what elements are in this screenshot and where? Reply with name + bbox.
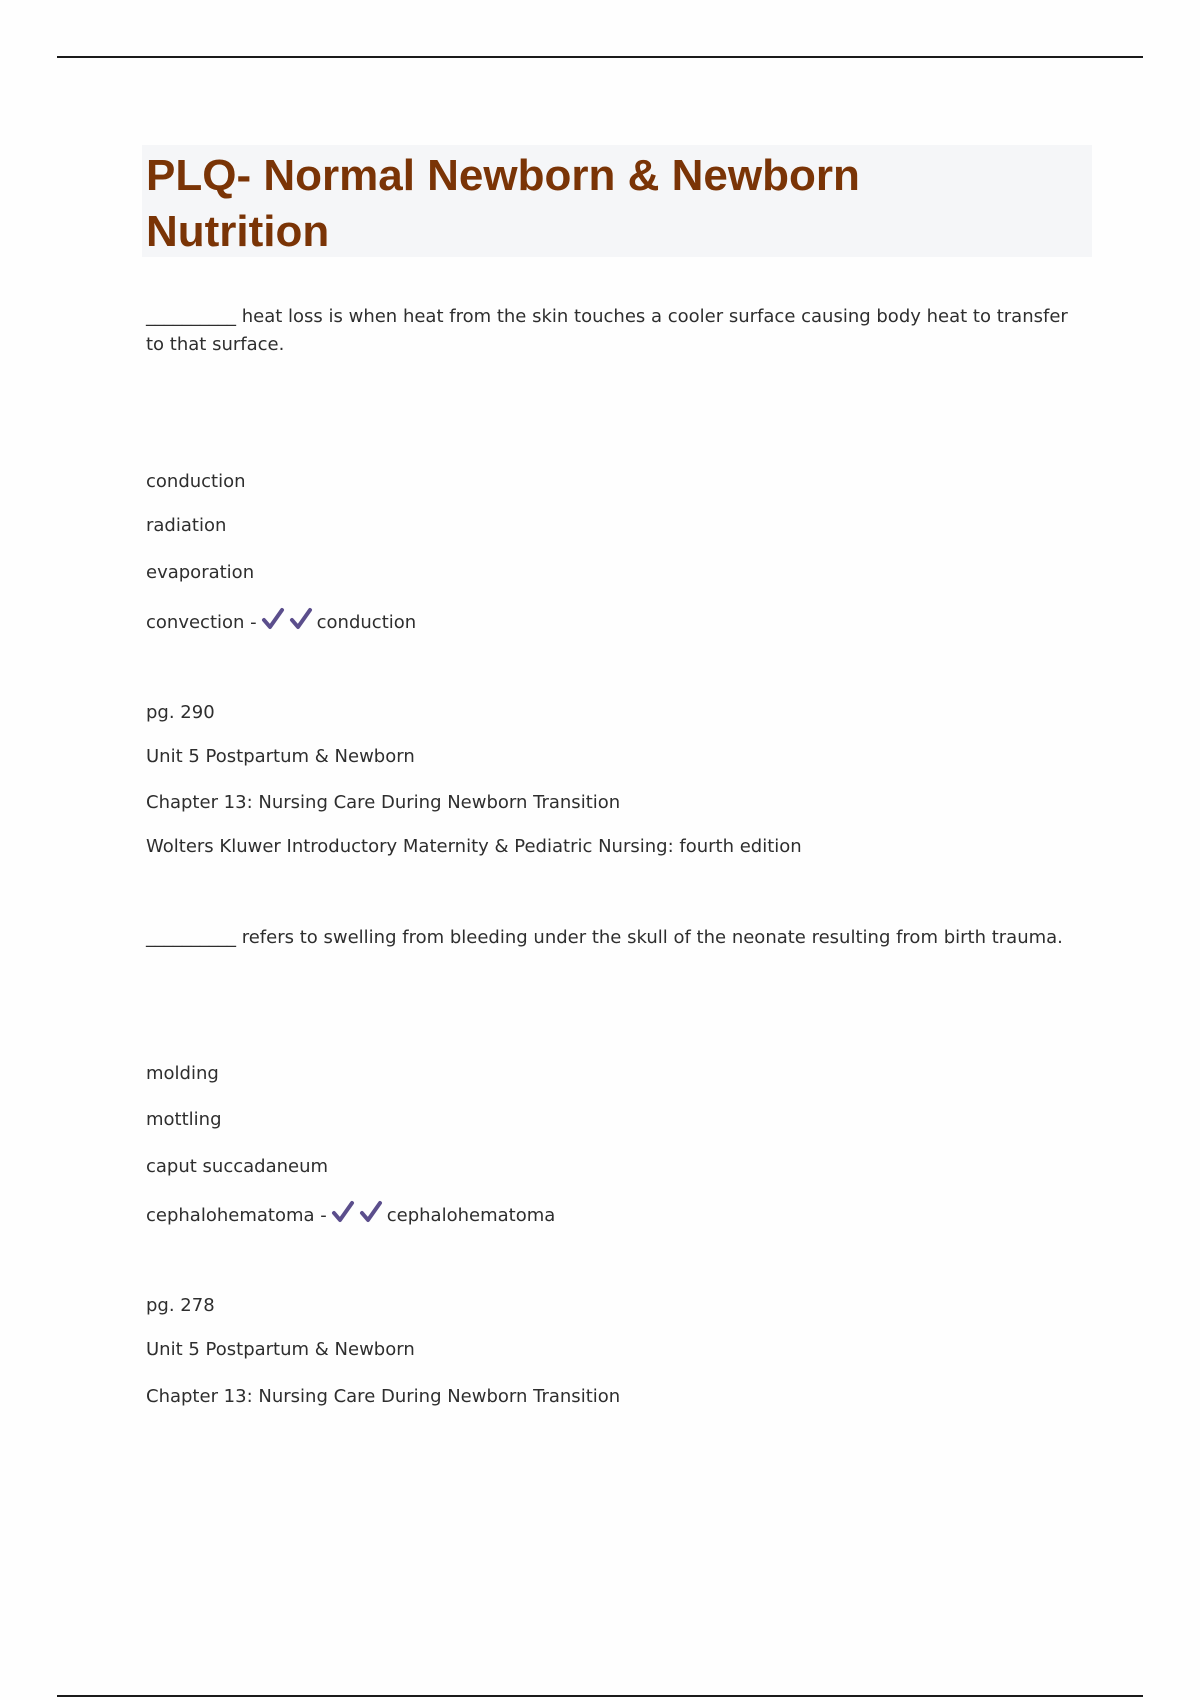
check-icon — [359, 1200, 383, 1224]
question-1-option: conduction — [146, 471, 246, 492]
page-title: PLQ- Normal Newborn & Newborn Nutrition — [146, 151, 860, 256]
question-2-reference: Unit 5 Postpartum & Newborn — [146, 1339, 415, 1360]
question-2-answer: cephalohematoma — [386, 1205, 556, 1226]
question-2-answer-line — [146, 1200, 555, 1230]
question-1-option: evaporation — [146, 562, 255, 583]
header-rule — [57, 56, 1143, 58]
question-1-option: radiation — [146, 515, 227, 536]
question-1-answer-line — [146, 607, 416, 637]
question-2-option: mottling — [146, 1109, 222, 1130]
question-2-reference: Chapter 13: Nursing Care During Newborn Transition — [146, 1386, 621, 1407]
footer-rule — [57, 1695, 1143, 1697]
question-2-option: molding — [146, 1063, 219, 1084]
question-2-prompt: __________ refers to swelling from bleeding under the skull of the neonate resulting from birth trauma. — [146, 927, 1063, 948]
check-icon — [331, 1200, 355, 1224]
question-2-reference: pg. 278 — [146, 1295, 215, 1316]
question-2-option: cephalohematoma - — [146, 1205, 327, 1226]
check-icon — [261, 607, 285, 631]
question-1-reference: pg. 290 — [146, 702, 215, 723]
question-1-answer: conduction — [316, 612, 417, 633]
question-1-reference: Unit 5 Postpartum & Newborn — [146, 746, 415, 767]
check-icon — [289, 607, 313, 631]
question-2-option: caput succadaneum — [146, 1156, 329, 1177]
question-1-reference: Wolters Kluwer Introductory Maternity & Pediatric Nursing: fourth edition — [146, 836, 802, 857]
question-1-prompt: __________ heat loss is when heat from the skin touches a cooler surface causing body heat to transfer to that surface. — [146, 306, 1068, 355]
question-1-reference: Chapter 13: Nursing Care During Newborn Transition — [146, 792, 621, 813]
question-1-option: convection - — [146, 612, 257, 633]
